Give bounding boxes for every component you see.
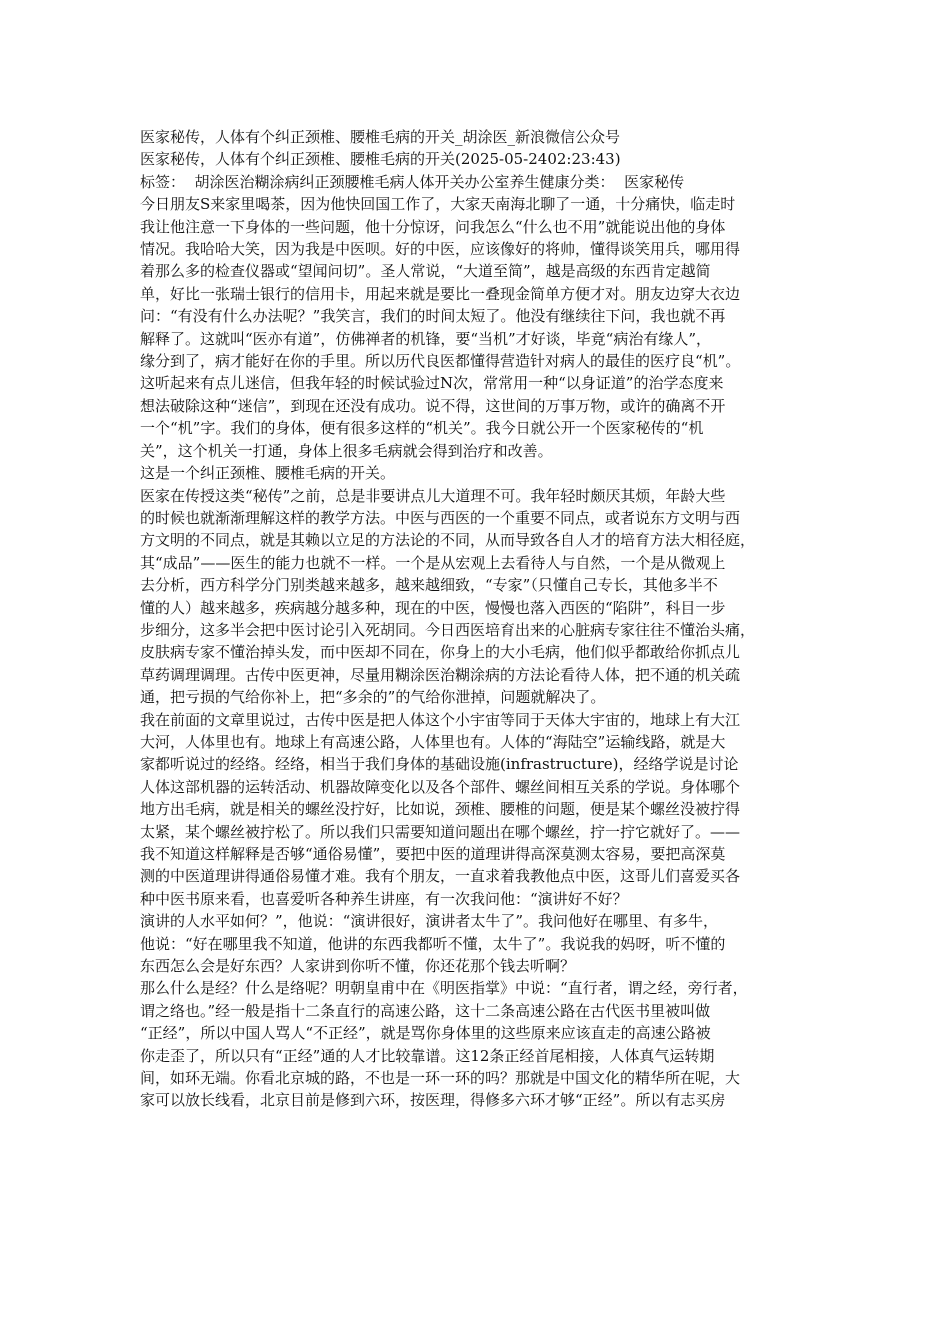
- body-line: 我让他注意一下身体的一些问题，他十分惊讶，问我怎么“什么也不用”就能说出他的身体: [140, 217, 726, 236]
- document-subtitle: 医家秘传，人体有个纠正颈椎、腰椎毛病的开关(2025-05-2402:23:43): [140, 150, 621, 169]
- body-line: 缘分到了，病才能好在你的手里。所以历代良医都懂得营造针对病人的最佳的医疗良“机”。: [140, 352, 741, 371]
- body-line: 一个“机”字。我们的身体，便有很多这样的“机关”。我今日就公开一个医家秘传的“机: [140, 419, 704, 438]
- document-tags: 标签： 胡涂医治糊涂病纠正颈腰椎毛病人体开关办公室养生健康分类： 医家秘传: [140, 172, 685, 191]
- body-line: 皮肤病专家不懂治掉头发，而中医却不同在，你身上的大小毛病，他们似乎都敢给你抓点儿: [140, 643, 741, 662]
- body-line: 大河，人体里也有。地球上有高速公路，人体里也有。人体的“海陆空”运输线路，就是大: [140, 732, 726, 751]
- body-line: 关”，这个机关一打通，身体上很多毛病就会得到治疗和改善。: [140, 441, 553, 460]
- body-line: 今日朋友S来家里喝茶，因为他快回国工作了，大家天南海北聊了一通，十分痛快，临走时: [140, 195, 736, 214]
- body-line: 我在前面的文章里说过，古传中医是把人体这个小宇宙等同于天体大宇宙的，地球上有大江: [140, 710, 741, 729]
- body-line: 这是一个纠正颈椎、腰椎毛病的开关。: [140, 464, 396, 483]
- body-line: 问：“有没有什么办法呢？”我笑言，我们的时间太短了。他没有继续往下问，我也就不再: [140, 307, 726, 326]
- body-line: 着那么多的检查仪器或“望闻问切”。圣人常说，“大道至简”，越是高级的东西肯定越简: [140, 262, 711, 281]
- body-line: 测的中医道理讲得通俗易懂才难。我有个朋友，一直求着我教他点中医，这哥儿们喜爱买各: [140, 867, 741, 886]
- body-line: 谓之络也。”经一般是指十二条直行的高速公路，这十二条高速公路在古代医书里被叫做: [140, 1001, 711, 1020]
- body-line: 他说：“好在哪里我不知道，他讲的东西我都听不懂，太牛了”。我说我的妈呀，听不懂的: [140, 934, 726, 953]
- body-line: 医家在传授这类“秘传”之前，总是非要讲点儿大道理不可。我年轻时颇厌其烦，年龄大些: [140, 486, 726, 505]
- body-line: 情况。我哈哈大笑，因为我是中医呗。好的中医，应该像好的将帅，懂得谈笑用兵，哪用得: [140, 240, 741, 259]
- document-body: [140, 193, 814, 1112]
- body-line: 人体这部机器的运转活动、机器故障变化以及各个部件、螺丝间相互关系的学说。身体哪个: [140, 777, 741, 796]
- body-line: 解释了。这就叫“医亦有道”，仿佛禅者的机锋，要“当机”才好谈，毕竟“病治有缘人”，: [140, 329, 712, 348]
- body-line: 其“成品”——医生的能力也就不一样。一个是从宏观上去看待人与自然，一个是从微观上: [140, 553, 726, 572]
- body-line: 地方出毛病，就是相关的螺丝没拧好，比如说，颈椎、腰椎的问题，便是某个螺丝没被拧得: [140, 800, 741, 819]
- body-line: 步细分，这多半会把中医讨论引入死胡同。今日西医培育出来的心脏病专家往往不懂治头痛，: [140, 620, 756, 639]
- body-line: 草药调理调理。古传中医更神，尽量用糊涂医治糊涂病的方法论看待人体，把不通的机关疏: [140, 665, 741, 684]
- body-line: 间，如环无端。你看北京城的路，不也是一环一环的吗？那就是中国文化的精华所在呢，大: [140, 1069, 741, 1088]
- body-line: 想法破除这种“迷信”，到现在还没有成功。说不得，这世间的万事万物，或许的确离不开: [140, 396, 726, 415]
- body-line: 单，好比一张瑞士银行的信用卡，用起来就是要比一叠现金简单方便才对。朋友边穿大衣边: [140, 284, 741, 303]
- body-line: 通，把亏损的气给你补上，把“多余的”的气给你泄掉，问题就解决了。: [140, 688, 606, 707]
- body-line: 懂的人）越来越多，疾病越分越多种，现在的中医，慢慢也落入西医的“陷阱”，科目一步: [140, 598, 726, 617]
- body-line: 太紧，某个螺丝被拧松了。所以我们只需要知道问题出在哪个螺丝，拧一拧它就好了。——: [140, 822, 741, 841]
- document-page: [140, 126, 814, 1112]
- document-title: 医家秘传，人体有个纠正颈椎、腰椎毛病的开关_胡涂医_新浪微信公众号: [140, 128, 621, 146]
- body-line: 你走歪了，所以只有“正经”通的人才比较靠谱。这12条正经首尾相接，人体真气运转期: [140, 1046, 715, 1065]
- body-line: “正经”，所以中国人骂人“不正经”，就是骂你身体里的这些原来应该直走的高速公路被: [140, 1024, 711, 1043]
- body-line: 东西怎么会是好东西？人家讲到你听不懂，你还花那个钱去听啊？: [140, 957, 576, 976]
- body-line: 这听起来有点儿迷信，但我年轻的时候试验过N次，常常用一种“以身证道”的治学态度来: [140, 374, 724, 393]
- body-line: 我不知道这样解释是否够“通俗易懂”，要把中医的道理讲得高深莫测太容易，要把高深莫: [140, 845, 726, 863]
- body-line: 家可以放长线看，北京目前是修到六环，按医理，得修多六环才够“正经”。所以有志买房: [140, 1091, 726, 1110]
- body-line: 去分析，西方科学分门别类越来越多，越来越细致，“专家”（只懂自己专长，其他多半不: [140, 576, 718, 595]
- body-line: 家都听说过的经络。经络，相当于我们身体的基础设施(infrastructure)，经络学说是讨论: [140, 755, 739, 774]
- body-line: 那么什么是经？什么是络呢？明朝皇甫中在《明医指掌》中说：“直行者，谓之经，旁行者，: [140, 979, 748, 998]
- body-line: 演讲的人水平如何？”，他说：“演讲很好，演讲者太牛了”。我问他好在哪里、有多牛，: [140, 912, 719, 931]
- body-line: 方文明的不同点，就是其赖以立足的方法论的不同，从而导致各自人才的培育方法大相径庭，: [140, 531, 756, 550]
- body-line: 种中医书原来看，也喜爱听各种养生讲座，有一次我问他：“演讲好不好？: [140, 889, 628, 908]
- body-line: 的时候也就渐渐理解这样的教学方法。中医与西医的一个重要不同点，或者说东方文明与西: [140, 508, 741, 527]
